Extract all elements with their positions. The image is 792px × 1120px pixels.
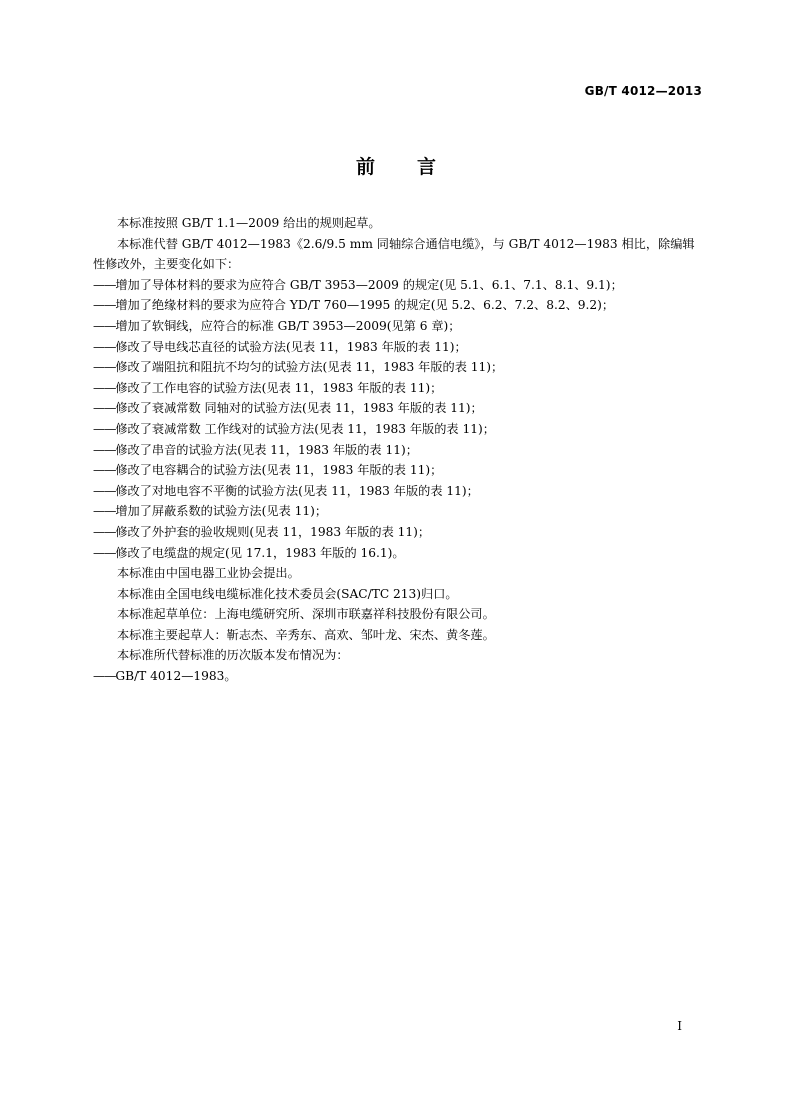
- list-item-text: 修改了工作电容的试验方法(见表 11，1983 年版的表 11)；: [115, 380, 443, 395]
- paragraph-history-intro: 本标准所代替标准的历次版本发布情况为：: [117, 648, 349, 663]
- history-list: [93, 666, 701, 687]
- list-item: [93, 440, 701, 461]
- paragraph-committee: 本标准由全国电线电缆标准化技术委员会(SAC/TC 213)归口。: [117, 586, 458, 601]
- dash-mark: ——: [93, 483, 116, 498]
- dash-mark: ——: [93, 504, 116, 519]
- dash-mark: ——: [93, 442, 116, 457]
- dash-mark: ——: [93, 360, 116, 375]
- list-item: [93, 398, 701, 419]
- list-item: [93, 275, 701, 296]
- dash-mark: ——: [93, 380, 116, 395]
- list-item: [93, 481, 701, 502]
- dash-mark: ——: [93, 463, 116, 478]
- list-item-text: 修改了电容耦合的试验方法(见表 11，1983 年版的表 11)；: [115, 463, 443, 478]
- list-item-text: 修改了外护套的验收规则(见表 11，1983 年版的表 11)；: [115, 524, 431, 539]
- dash-mark: ——: [93, 339, 116, 354]
- list-item: [93, 501, 701, 522]
- list-item: [93, 357, 701, 378]
- list-item-text: GB/T 4012—1983。: [115, 669, 237, 684]
- paragraph-drafting-rules: 本标准按照 GB/T 1.1—2009 给出的规则起草。: [117, 216, 381, 230]
- list-item: [93, 522, 701, 543]
- list-item-text: 修改了衰减常数 同轴对的试验方法(见表 11，1983 年版的表 11)；: [115, 401, 483, 416]
- list-item-text: 修改了电缆盘的规定(见 17.1，1983 年版的 16.1)。: [115, 545, 405, 560]
- dash-mark: ——: [93, 524, 116, 539]
- list-item-text: 增加了屏蔽系数的试验方法(见表 11)；: [115, 504, 328, 519]
- preface-body: [93, 213, 701, 687]
- changes-list: [93, 275, 701, 563]
- dash-mark: ——: [93, 298, 116, 313]
- dash-mark: ——: [93, 401, 116, 416]
- dash-mark: ——: [93, 421, 116, 436]
- list-item-text: 增加了软铜线，应符合的标准 GB/T 3953—2009(见第 6 章)；: [115, 318, 461, 333]
- list-item: [93, 316, 701, 337]
- list-item-text: 修改了导电线芯直径的试验方法(见表 11，1983 年版的表 11)；: [115, 339, 467, 354]
- list-item: [93, 543, 701, 564]
- list-item: [93, 337, 701, 358]
- list-item-text: 修改了端阻抗和阻抗不均匀的试验方法(见表 11，1983 年版的表 11)；: [115, 360, 504, 375]
- list-item: [93, 666, 701, 687]
- dash-mark: ——: [93, 277, 116, 292]
- standard-code: GB/T 4012—2013: [584, 84, 702, 98]
- list-item-text: 修改了衰减常数 工作线对的试验方法(见表 11，1983 年版的表 11)；: [115, 421, 495, 436]
- list-item: [93, 460, 701, 481]
- page-title: 前言: [355, 156, 478, 178]
- list-item-text: 增加了绝缘材料的要求为应符合 YD/T 760—1995 的规定(见 5.2、6.2、7.2、8.2、9.2)；: [115, 298, 615, 313]
- paragraph-proposer: 本标准由中国电器工业协会提出。: [117, 566, 300, 581]
- paragraph-replacement: 本标准代替 GB/T 4012—1983《2.6/9.5 mm 同轴综合通信电缆》，与 GB/T 4012—1983 相比，除编辑性修改外，主要变化如下：: [93, 236, 695, 272]
- list-item: [93, 419, 701, 440]
- list-item: [93, 378, 701, 399]
- list-item-text: 修改了串音的试验方法(见表 11，1983 年版的表 11)；: [115, 442, 418, 457]
- dash-mark: ——: [93, 545, 116, 560]
- dash-mark: ——: [93, 318, 116, 333]
- paragraph-drafting-units: 本标准起草单位：上海电缆研究所、深圳市联嘉祥科技股份有限公司。: [117, 607, 495, 622]
- dash-mark: ——: [93, 669, 116, 684]
- paragraph-drafters: 本标准主要起草人：靳志杰、辛秀东、高欢、邹叶龙、宋杰、黄冬莲。: [117, 627, 495, 642]
- page-number: I: [677, 1019, 682, 1033]
- list-item-text: 修改了对地电容不平衡的试验方法(见表 11，1983 年版的表 11)；: [115, 483, 479, 498]
- list-item-text: 增加了导体材料的要求为应符合 GB/T 3953—2009 的规定(见 5.1、6.1、7.1、8.1、9.1)；: [115, 277, 623, 292]
- list-item: [93, 295, 701, 316]
